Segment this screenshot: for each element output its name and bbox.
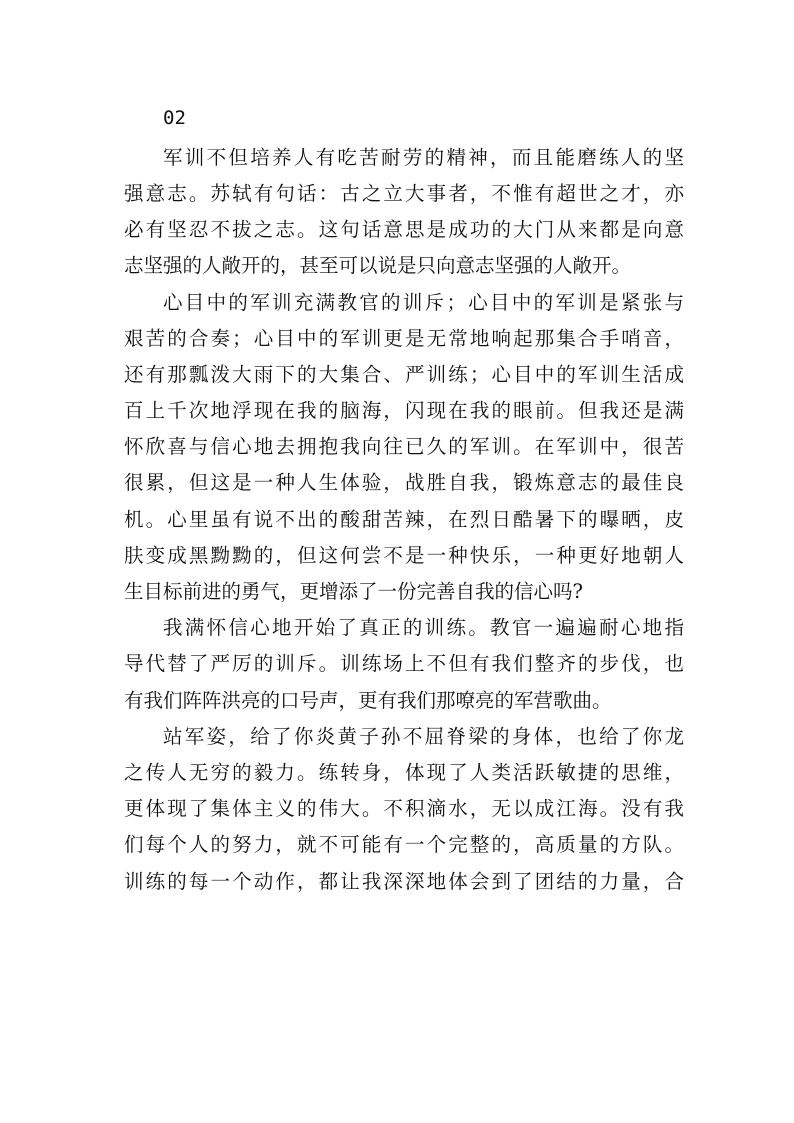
- paragraph-4-line-4: 们每个人的努力，就不可能有一个完整的，高质量的方队。: [124, 833, 684, 856]
- section-number: 02: [163, 107, 186, 129]
- paragraph-2-line-2: 艰苦的合奏；心目中的军训更是无常地响起那集合手哨音，: [124, 327, 684, 350]
- paragraph-2-line-4: 百上千次地浮现在我的脑海，闪现在我的眼前。但我还是满: [124, 399, 684, 422]
- paragraph-1-line-4: 志坚强的人敞开的，甚至可以说是只向意志坚强的人敞开。: [124, 254, 632, 277]
- paragraph-1-line-2: 强意志。苏轼有句话：古之立大事者，不惟有超世之才，亦: [124, 182, 684, 205]
- paragraph-2-line-3: 还有那瓢泼大雨下的大集合、严训练；心目中的军训生活成: [124, 363, 684, 386]
- paragraph-3-line-3: 有我们阵阵洪亮的口号声，更有我们那嘹亮的军营歌曲。: [124, 689, 612, 712]
- paragraph-1-line-3: 必有坚忍不拔之志。这句话意思是成功的大门从来都是向意: [124, 218, 684, 241]
- paragraph-4-line-5: 训练的每一个动作，都让我深深地体会到了团结的力量，合: [124, 870, 684, 893]
- paragraph-2-line-5: 怀欣喜与信心地去拥抱我向往已久的军训。在军训中，很苦: [124, 435, 684, 458]
- paragraph-4-line-2: 之传人无穷的毅力。练转身，体现了人类活跃敏捷的思维，: [124, 761, 684, 784]
- paragraph-4-line-1: 站军姿，给了你炎黄子孙不屈脊梁的身体，也给了你龙: [163, 725, 684, 748]
- paragraph-2-line-1: 心目中的军训充满教官的训斥；心目中的军训是紧张与: [163, 291, 684, 314]
- paragraph-2-line-9: 生目标前进的勇气，更增添了一份完善自我的信心吗?: [124, 580, 583, 603]
- paragraph-2-line-8: 肤变成黑黝黝的，但这何尝不是一种快乐，一种更好地朝人: [124, 544, 684, 567]
- paragraph-4-line-3: 更体现了集体主义的伟大。不积滴水，无以成江海。没有我: [124, 797, 684, 820]
- paragraph-2-line-7: 机。心里虽有说不出的酸甜苦辣，在烈日酷暑下的曝晒，皮: [124, 508, 684, 531]
- paragraph-1-line-1: 军训不但培养人有吃苦耐劳的精神，而且能磨练人的坚: [163, 146, 684, 169]
- paragraph-2-line-6: 很累，但这是一种人生体验，战胜自我，锻炼意志的最佳良: [124, 471, 684, 494]
- paragraph-3-line-1: 我满怀信心地开始了真正的训练。教官一遍遍耐心地指: [163, 616, 684, 639]
- paragraph-3-line-2: 导代替了严厉的训斥。训练场上不但有我们整齐的步伐，也: [124, 652, 684, 675]
